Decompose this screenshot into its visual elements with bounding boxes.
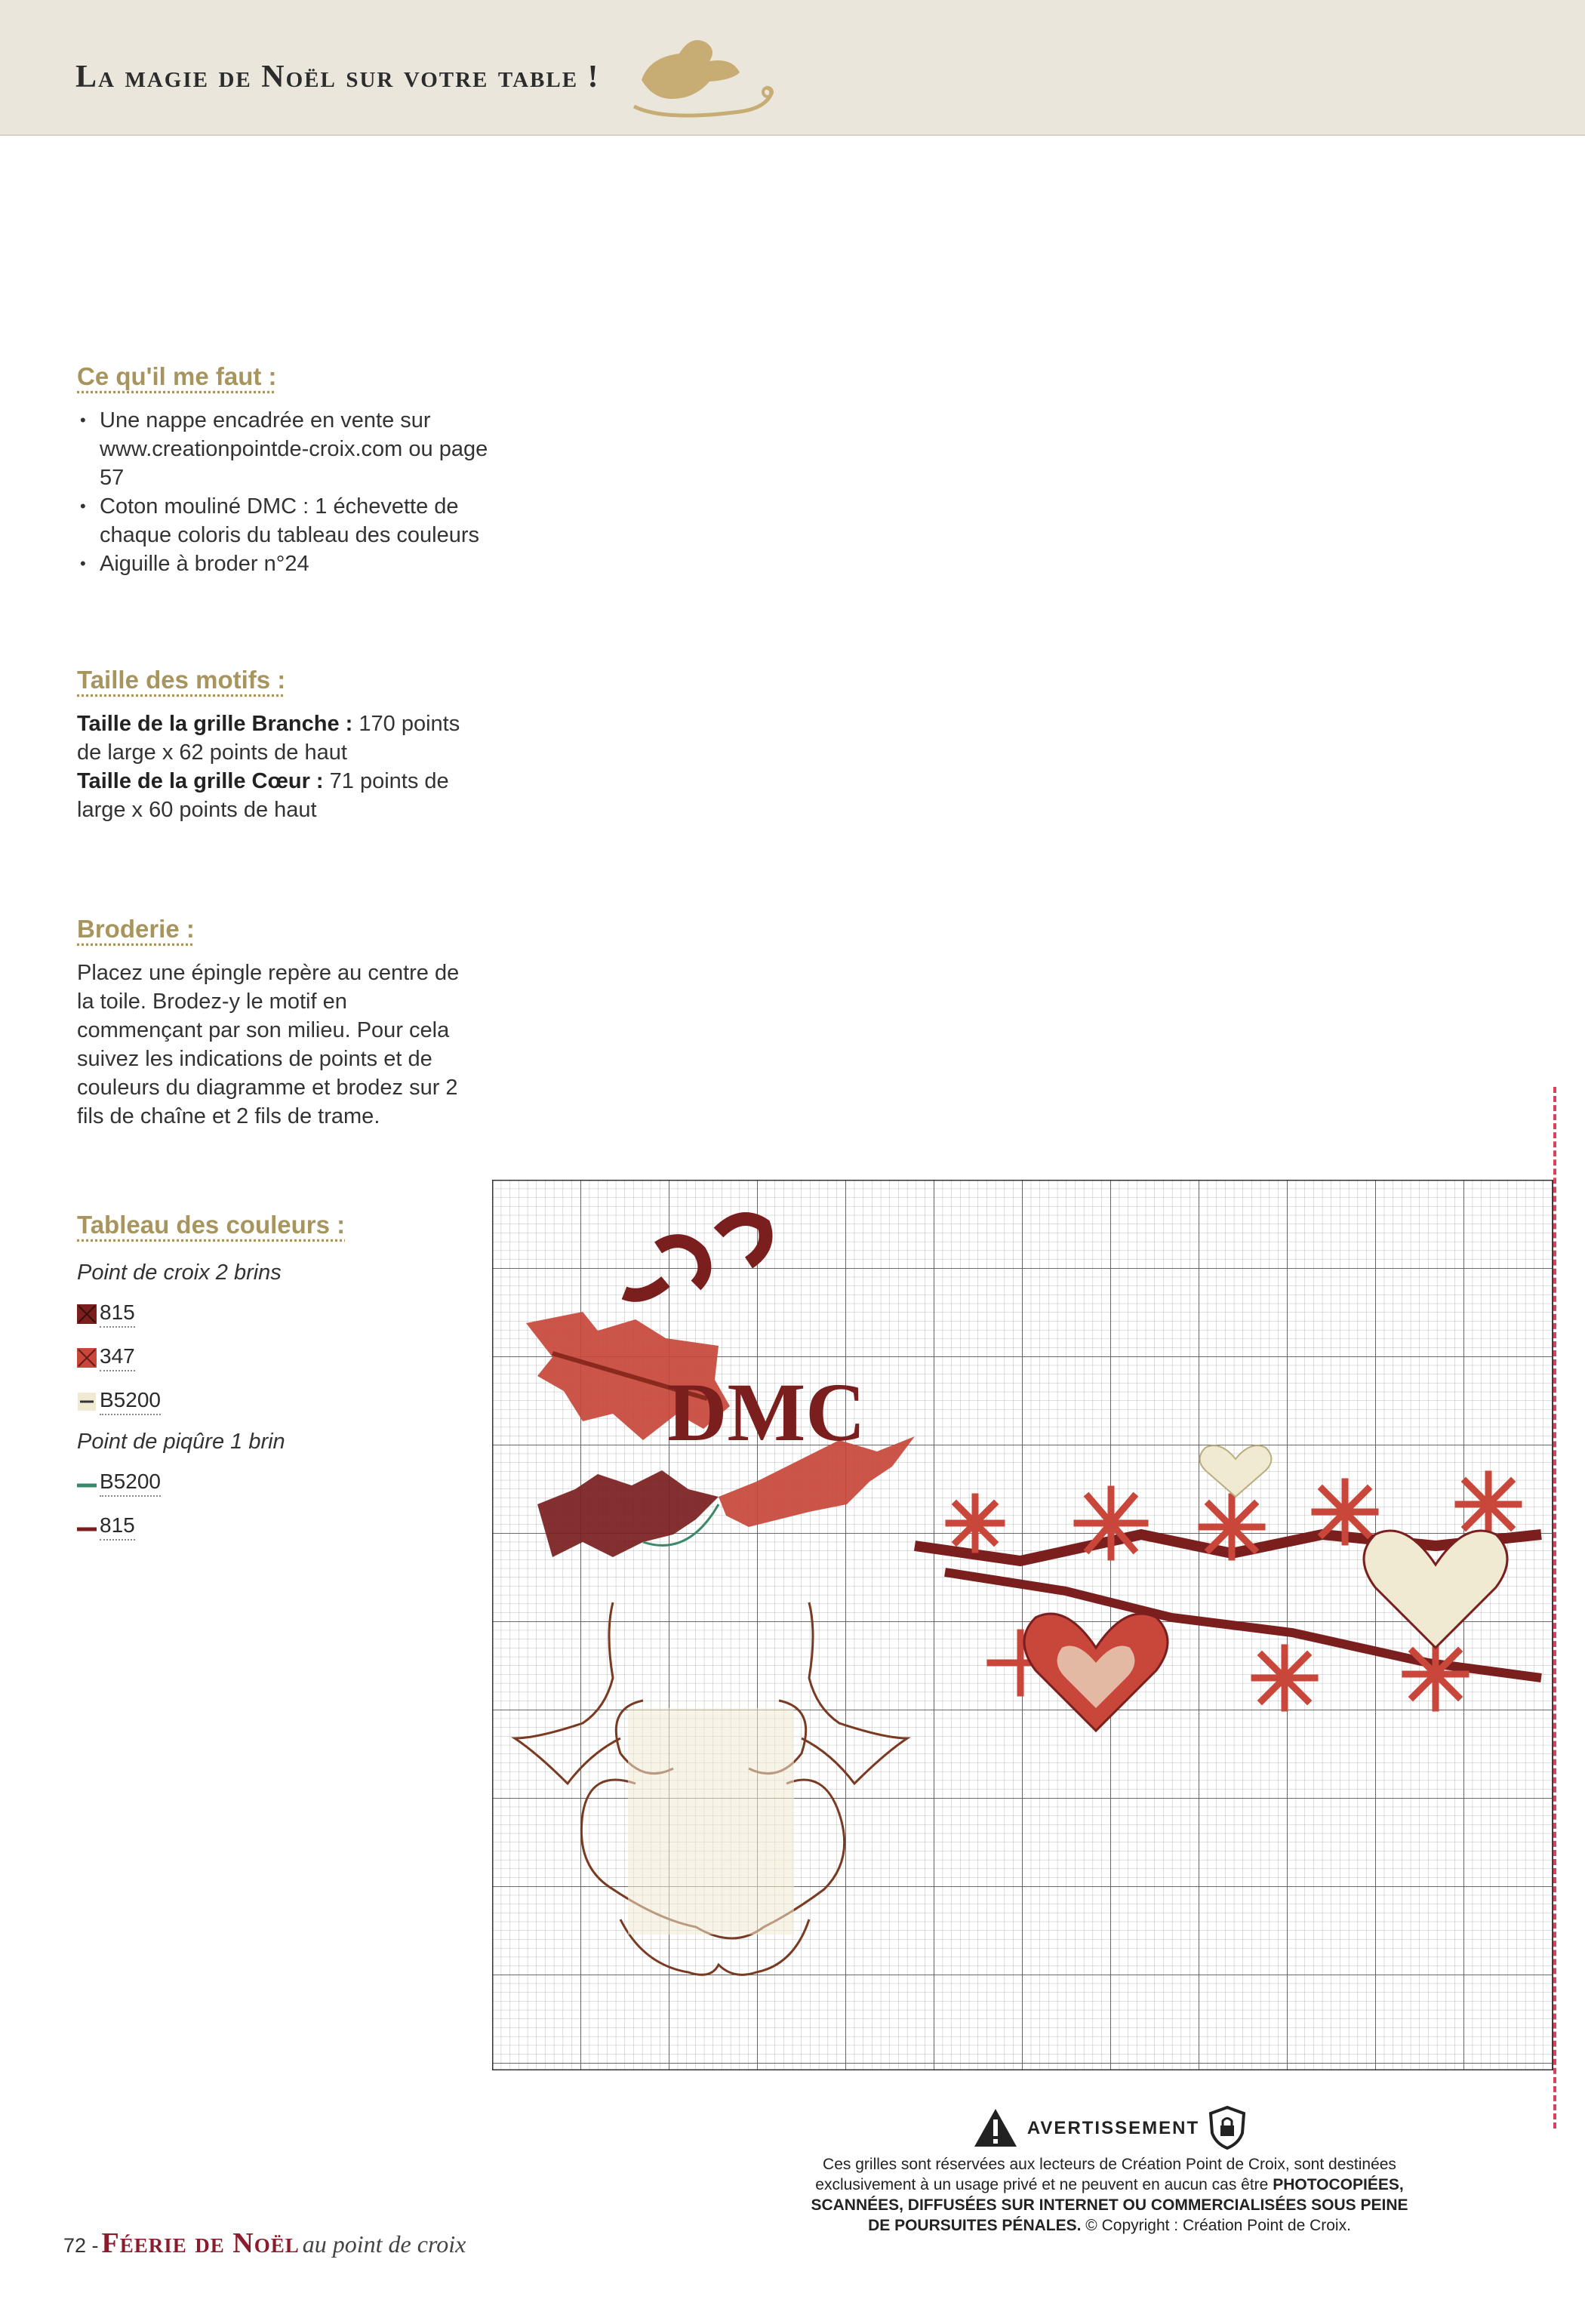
legend-code: 347 xyxy=(100,1344,135,1371)
coeur-size-value: 71 points de large x 60 points de haut xyxy=(77,769,449,822)
materials-list-wrap xyxy=(77,406,500,578)
magazine-subtitle: au point de croix xyxy=(302,2230,466,2258)
backstitch-brown-icon xyxy=(77,1517,97,1537)
sizes-title: Taille des motifs : xyxy=(77,666,286,694)
dmc-monogram-text: DMC xyxy=(667,1366,866,1458)
legend-code: 815 xyxy=(100,1513,135,1541)
swatch-347-icon xyxy=(77,1348,97,1368)
legend-row-347 xyxy=(77,1344,135,1372)
cross-stitch-subtitle: Point de croix 2 brins xyxy=(77,1261,282,1285)
legend-code: B5200 xyxy=(100,1470,161,1497)
embroidery-text: Placez une épingle repère au centre de la toile. Brodez-y le motif en commençant par son milieu. Pour cela suivez les indications de points et de couleurs du diagramme et brodez sur 2 fils de chaîne et 2 fils de trame. xyxy=(77,961,460,1128)
legend-row-815 xyxy=(77,1300,135,1328)
warning-line-2-text: exclusivement à un usage privé et ne peuvent en aucun cas être xyxy=(815,2176,1273,2193)
chart-grid xyxy=(492,1180,1553,2070)
branche-size-value: 170 points de large x 62 points de haut xyxy=(77,712,460,765)
colors-title: Tableau des couleurs : xyxy=(77,1211,346,1239)
materials-list xyxy=(77,406,500,578)
legend-code: B5200 xyxy=(100,1388,161,1415)
lock-shield-icon xyxy=(1208,2106,1246,2150)
warning-triangle-icon xyxy=(973,2107,1018,2148)
warning-line-4-bold: DE POURSUITES PÉNALES. xyxy=(868,2217,1082,2234)
page-footer xyxy=(63,2227,466,2260)
magazine-title: Féerie de Noël xyxy=(101,2227,300,2259)
warning-line-3: SCANNÉES, DIFFUSÉES SUR INTERNET OU COMMERCIALISÉES SOUS PEINE xyxy=(811,2196,1408,2214)
page-number: 72 - xyxy=(63,2234,99,2257)
cross-stitch-chart xyxy=(492,1180,1553,2070)
page-header-title: La magie de Noël sur votre table ! xyxy=(75,60,600,94)
backstitch-green-icon xyxy=(77,1473,97,1493)
warning-header xyxy=(747,2106,1472,2150)
embroidery-title: Broderie : xyxy=(77,915,195,943)
legend-row-backstitch-815 xyxy=(77,1513,135,1541)
warning-line-4 xyxy=(747,2215,1472,2236)
backstitch-subtitle: Point de piqûre 1 brin xyxy=(77,1430,285,1454)
list-item: • Aiguille à broder n°24 xyxy=(77,549,500,578)
warning-title: AVERTISSEMENT xyxy=(1026,2117,1200,2138)
swatch-b5200-icon xyxy=(77,1392,97,1411)
santa-sleigh-icon xyxy=(619,27,785,133)
cut-dashed-line xyxy=(1553,1087,1556,2129)
sizes-text xyxy=(77,710,469,824)
list-item: • Une nappe encadrée en vente sur www.creationpointde-croix.com ou page 57 xyxy=(77,406,500,492)
list-item: • Coton mouliné DMC : 1 échevette de chaque coloris du tableau des couleurs xyxy=(77,492,500,549)
warning-line-2-bold: PHOTOCOPIÉES, xyxy=(1273,2176,1404,2193)
legend-code: 815 xyxy=(100,1301,135,1328)
warning-line-2 xyxy=(747,2175,1472,2195)
branche-size-label: Taille de la grille Branche : xyxy=(77,712,353,736)
warning-line-1: Ces grilles sont réservées aux lecteurs de Création Point de Croix, sont destinées xyxy=(823,2156,1396,2173)
coeur-size-label: Taille de la grille Cœur : xyxy=(77,769,324,793)
legend-row-b5200 xyxy=(77,1387,161,1416)
materials-title: Ce qu'il me faut : xyxy=(77,362,277,390)
swatch-815-icon xyxy=(77,1304,97,1324)
header-band xyxy=(0,0,1585,136)
legend-row-backstitch-b5200 xyxy=(77,1469,161,1498)
copyright-warning xyxy=(747,2106,1472,2236)
warning-line-4-text: © Copyright : Création Point de Croix. xyxy=(1081,2217,1351,2234)
